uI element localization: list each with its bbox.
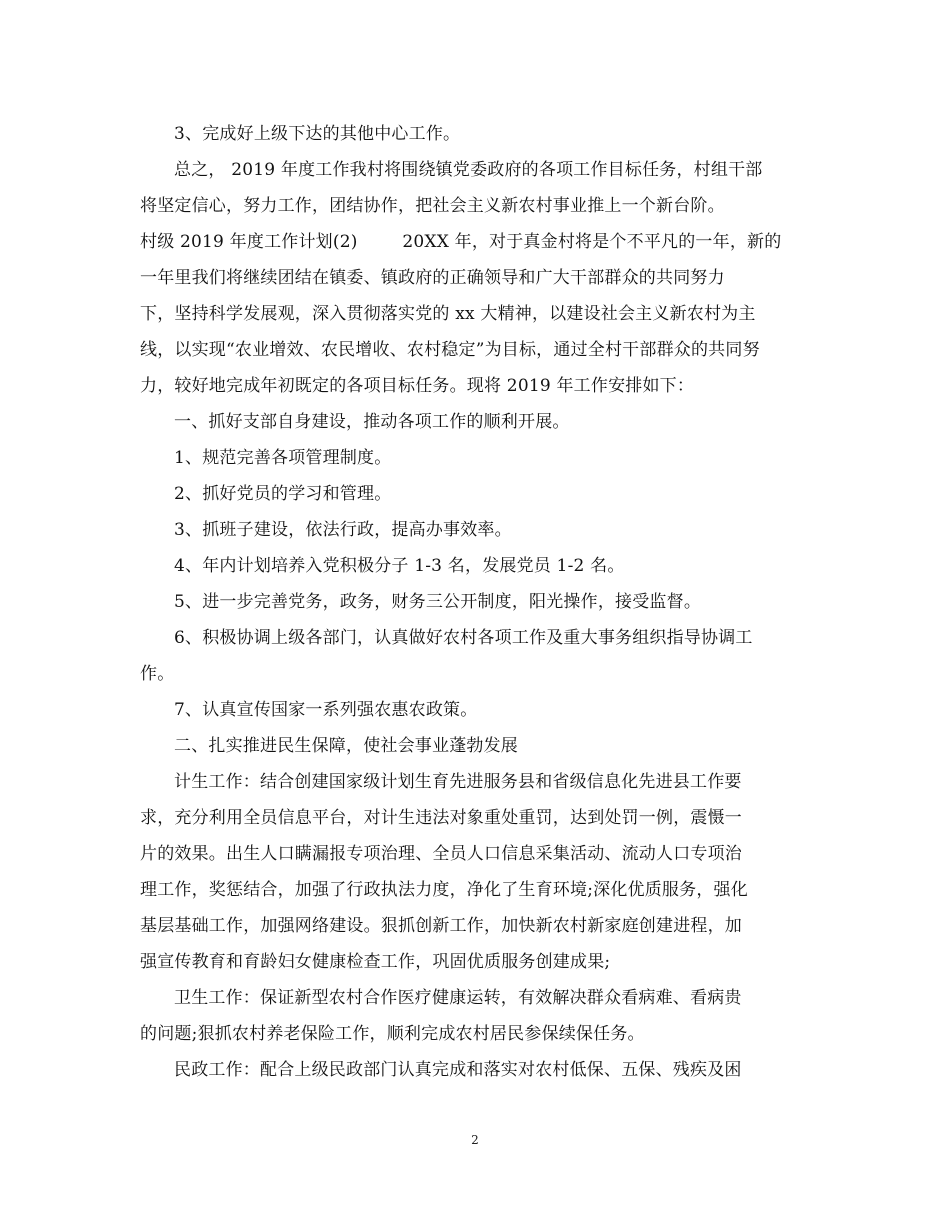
text-line: 村级 2019 年度工作计划(2) 20XX 年，对于真金村将是个不平凡的一年，新的 <box>140 232 782 252</box>
text-line: 一年里我们将继续团结在镇委、镇政府的正确领导和广大干部群众的共同努力 <box>140 268 725 288</box>
list-item: 7、认真宣传国家一系列强农惠农政策。 <box>174 700 478 720</box>
text-line: 线，以实现“农业增效、农民增收、农村稳定”为目标，通过全村干部群众的共同努 <box>140 340 760 360</box>
text-line: 理工作，奖惩结合，加强了行政执法力度，净化了生育环境;深化优质服务，强化 <box>140 880 748 900</box>
text-line: 将坚定信心，努力工作，团结协作，把社会主义新农村事业推上一个新台阶。 <box>140 196 725 216</box>
section-heading: 二、扎实推进民生保障，使社会事业蓬勃发展 <box>174 736 518 756</box>
text-line: 作。 <box>140 664 175 684</box>
text-line: 力，较好地完成年初既定的各项目标任务。现将 2019 年工作安排如下： <box>140 376 695 396</box>
list-item: 5、进一步完善党务，政务，财务三公开制度，阳光操作，接受监督。 <box>174 592 702 612</box>
page-number: 2 <box>471 1133 479 1147</box>
text-line: 的问题;狠抓农村养老保险工作，顺利完成农村居民参保续保任务。 <box>140 1024 645 1044</box>
text-line: 计生工作：结合创建国家级计划生育先进服务县和省级信息化先进县工作要 <box>174 772 742 792</box>
text-line: 卫生工作：保证新型农村合作医疗健康运转，有效解决群众看病难、看病贵 <box>174 988 742 1008</box>
text-line: 基层基础工作，加强网络建设。狠抓创新工作，加快新农村新家庭创建进程，加 <box>140 916 742 936</box>
text-line: 民政工作：配合上级民政部门认真完成和落实对农村低保、五保、残疾及困 <box>174 1060 742 1080</box>
text-line: 3、完成好上级下达的其他中心工作。 <box>174 124 461 144</box>
list-item: 4、年内计划培养入党积极分子 1-3 名，发展党员 1-2 名。 <box>174 556 625 576</box>
text-line: 下，坚持科学发展观，深入贯彻落实党的 xx 大精神，以建设社会主义新农村为主 <box>140 304 756 324</box>
document-body <box>140 116 820 1088</box>
list-item: 6、积极协调上级各部门，认真做好农村各项工作及重大事务组织指导协调工 <box>174 628 753 648</box>
list-item: 3、抓班子建设，依法行政，提高办事效率。 <box>174 520 512 540</box>
text-line: 片的效果。出生人口瞒漏报专项治理、全员人口信息采集活动、流动人口专项治 <box>140 844 742 864</box>
text-line: 总之， 2019 年度工作我村将围绕镇党委政府的各项工作目标任务，村组干部 <box>174 160 763 180</box>
text-line: 强宣传教育和育龄妇女健康检查工作，巩固优质服务创建成果; <box>140 952 611 972</box>
list-item: 2、抓好党员的学习和管理。 <box>174 484 392 504</box>
section-heading: 一、抓好支部自身建设，推动各项工作的顺利开展。 <box>174 412 570 432</box>
list-item: 1、规范完善各项管理制度。 <box>174 448 392 468</box>
text-line: 求，充分利用全员信息平台，对计生违法对象重处重罚，达到处罚一例，震慑一 <box>140 808 742 828</box>
